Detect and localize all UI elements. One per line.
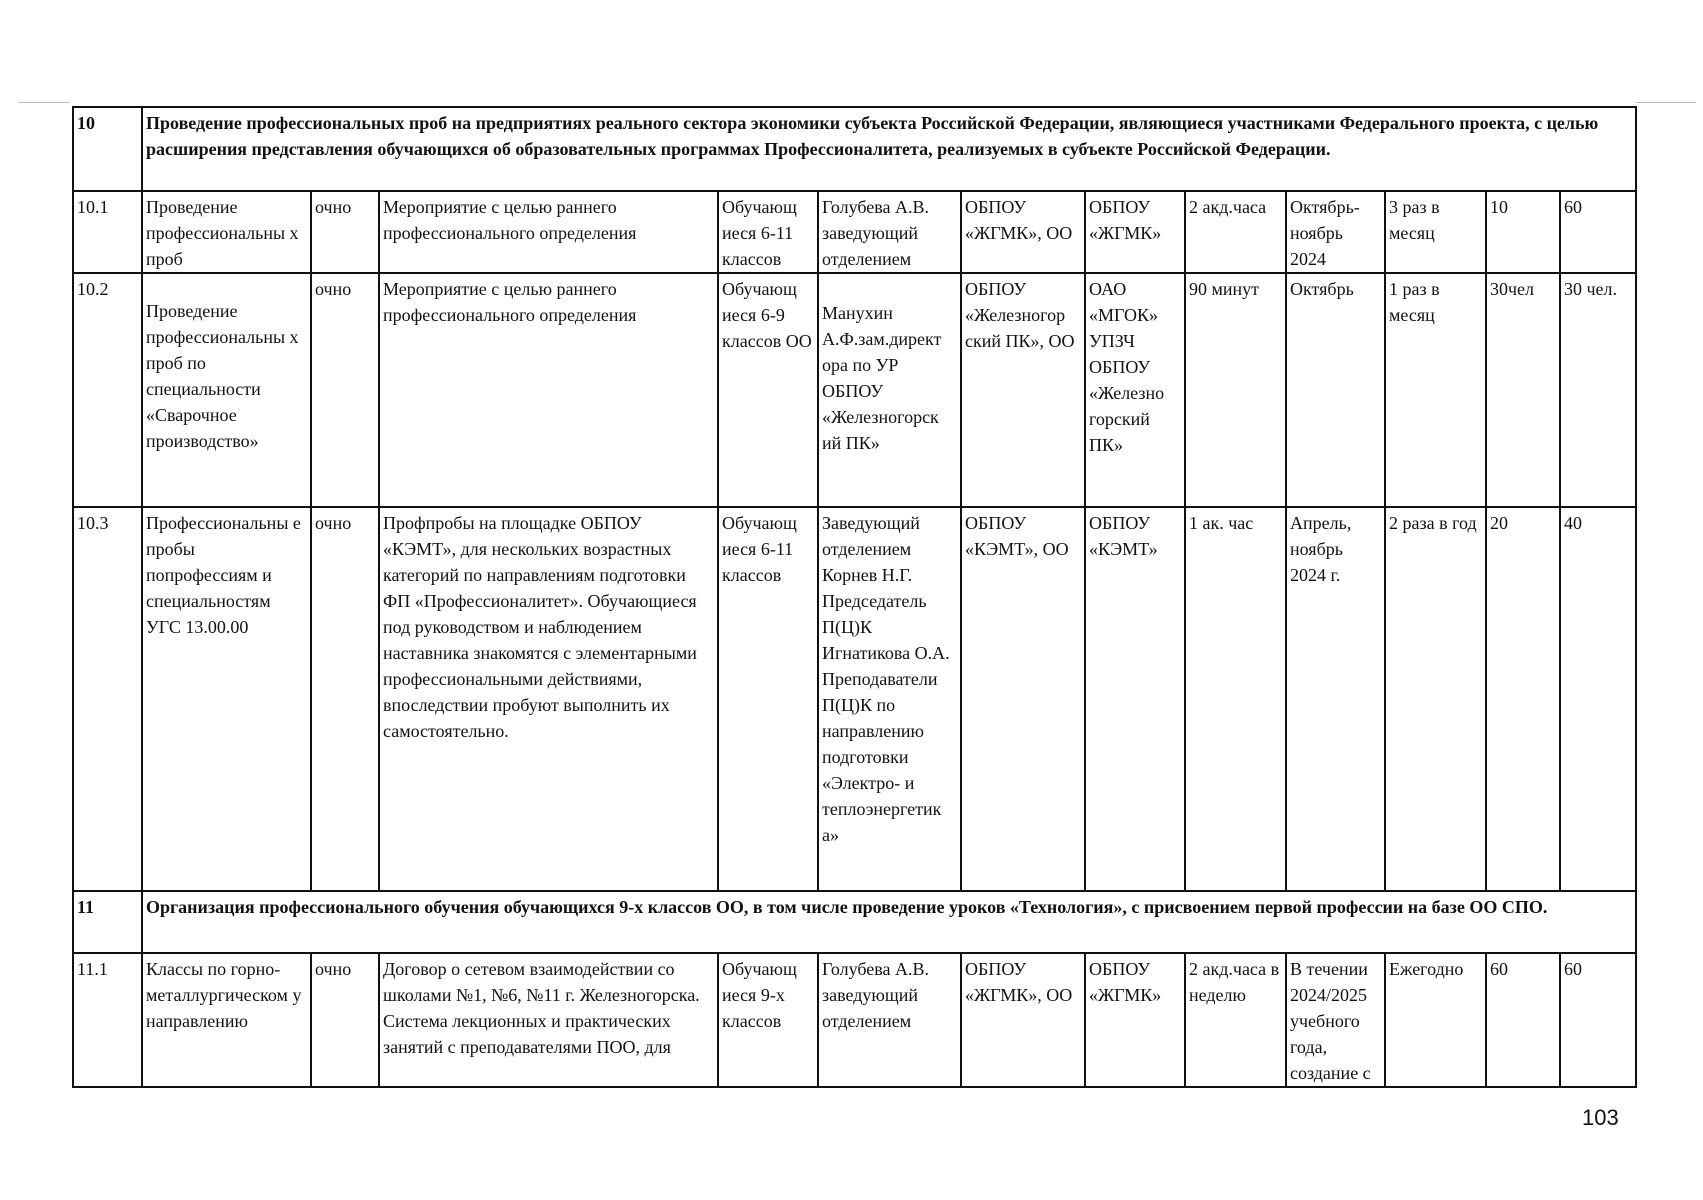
count-b-cell: 60 xyxy=(1560,953,1636,1087)
venue-cell: ОБПОУ «ЖГМК» xyxy=(1085,191,1185,273)
participants-cell: Обучающ иеся 6-11 классов xyxy=(718,191,818,273)
table-row-10-1 xyxy=(73,191,1636,273)
table-row-10-3 xyxy=(73,507,1636,891)
form-cell: очно xyxy=(311,953,379,1087)
section-row-10 xyxy=(73,107,1636,191)
form-cell: очно xyxy=(311,507,379,891)
scan-line-left xyxy=(18,102,70,103)
frequency-cell: 2 раза в год xyxy=(1385,507,1486,891)
activities-table xyxy=(72,106,1637,1088)
count-a-cell: 30чел xyxy=(1486,273,1560,507)
organizer-cell: ОБПОУ «ЖГМК», ОО xyxy=(961,953,1085,1087)
count-b-cell: 40 xyxy=(1560,507,1636,891)
duration-cell: 1 ак. час xyxy=(1185,507,1286,891)
period-cell: Октябрь xyxy=(1286,273,1385,507)
responsible-cell: Заведующий отделением Корнев Н.Г. Председатель П(Ц)К Игнатикова О.А. Преподаватели П(Ц)К по направлению подготовки «Электро- и теплоэнергетик а» xyxy=(818,507,961,891)
row-number: 10.3 xyxy=(73,507,142,891)
participants-cell: Обучающ иеся 9-х классов xyxy=(718,953,818,1087)
venue-cell: ОБПОУ «КЭМТ» xyxy=(1085,507,1185,891)
scan-line-right xyxy=(1636,102,1696,103)
responsible-cell: Манухин А.Ф.зам.директ ора по УР ОБПОУ «Железногорск ий ПК» xyxy=(818,273,961,507)
organizer-cell: ОБПОУ «ЖГМК», ОО xyxy=(961,191,1085,273)
description-cell: Мероприятие с целью раннего профессионального определения xyxy=(379,191,718,273)
responsible-cell: Голубева А.В. заведующий отделением xyxy=(818,191,961,273)
duration-cell: 2 акд.часа xyxy=(1185,191,1286,273)
section-number: 10 xyxy=(73,107,142,191)
form-cell: очно xyxy=(311,191,379,273)
count-b-cell: 30 чел. xyxy=(1560,273,1636,507)
page-number: 103 xyxy=(1582,1105,1619,1130)
duration-cell: 90 минут xyxy=(1185,273,1286,507)
participants-cell: Обучающ иеся 6-11 классов xyxy=(718,507,818,891)
description-cell: Мероприятие с целью раннего профессионального определения xyxy=(379,273,718,507)
venue-cell: ОБПОУ «ЖГМК» xyxy=(1085,953,1185,1087)
activity-name: Проведение профессиональны х проб xyxy=(142,191,311,273)
form-cell: очно xyxy=(311,273,379,507)
section-row-11 xyxy=(73,891,1636,953)
section-number: 11 xyxy=(73,891,142,953)
count-a-cell: 10 xyxy=(1486,191,1560,273)
table-row-10-2 xyxy=(73,273,1636,507)
count-b-cell: 60 xyxy=(1560,191,1636,273)
activity-name: Профессиональны е пробы попрофессиям и специальностям УГС 13.00.00 xyxy=(142,507,311,891)
participants-cell: Обучающ иеся 6-9 классов ОО xyxy=(718,273,818,507)
frequency-cell: 1 раз в месяц xyxy=(1385,273,1486,507)
description-cell: Профпробы на площадке ОБПОУ «КЭМТ», для нескольких возрастных категорий по направлениям подготовки ФП «Профессионалитет». Обучающиеся под руководством и наблюдением наставника знакомятся с элементарными профессиональными действиями, впоследствии пробуют выполнить их самостоятельно. xyxy=(379,507,718,891)
count-a-cell: 20 xyxy=(1486,507,1560,891)
organizer-cell: ОБПОУ «Железногор ский ПК», ОО xyxy=(961,273,1085,507)
row-number: 11.1 xyxy=(73,953,142,1087)
section-title: Проведение профессиональных проб на предприятиях реального сектора экономики субъекта Российской Федерации, являющиеся участниками Федерального проекта, с целью расширения представления обучающихся об образовательных программах Профессионалитета, реализуемых в субъекте Российской Федерации. xyxy=(142,107,1636,191)
duration-cell: 2 акд.часа в неделю xyxy=(1185,953,1286,1087)
responsible-cell: Голубева А.В. заведующий отделением xyxy=(818,953,961,1087)
activity-name: Проведение профессиональны х проб по специальности «Сварочное производство» xyxy=(142,273,311,507)
organizer-cell: ОБПОУ «КЭМТ», ОО xyxy=(961,507,1085,891)
venue-cell: ОАО «МГОК» УПЗЧ ОБПОУ «Железно горский ПК» xyxy=(1085,273,1185,507)
row-number: 10.1 xyxy=(73,191,142,273)
activity-name: Классы по горно- металлургическом у направлению xyxy=(142,953,311,1087)
frequency-cell: Ежегодно xyxy=(1385,953,1486,1087)
period-cell: В течении 2024/2025 учебного года, создание с xyxy=(1286,953,1385,1087)
period-cell: Апрель, ноябрь 2024 г. xyxy=(1286,507,1385,891)
description-cell: Договор о сетевом взаимодействии со школами №1, №6, №11 г. Железногорска. Система лекционных и практических занятий с преподавателями ПОО, для xyxy=(379,953,718,1087)
count-a-cell: 60 xyxy=(1486,953,1560,1087)
table-row-11-1 xyxy=(73,953,1636,1087)
frequency-cell: 3 раз в месяц xyxy=(1385,191,1486,273)
row-number: 10.2 xyxy=(73,273,142,507)
period-cell: Октябрь- ноябрь 2024 xyxy=(1286,191,1385,273)
section-title: Организация профессионального обучения обучающихся 9-х классов ОО, в том числе проведение уроков «Технология», с присвоением первой профессии на базе ОО СПО. xyxy=(142,891,1636,953)
